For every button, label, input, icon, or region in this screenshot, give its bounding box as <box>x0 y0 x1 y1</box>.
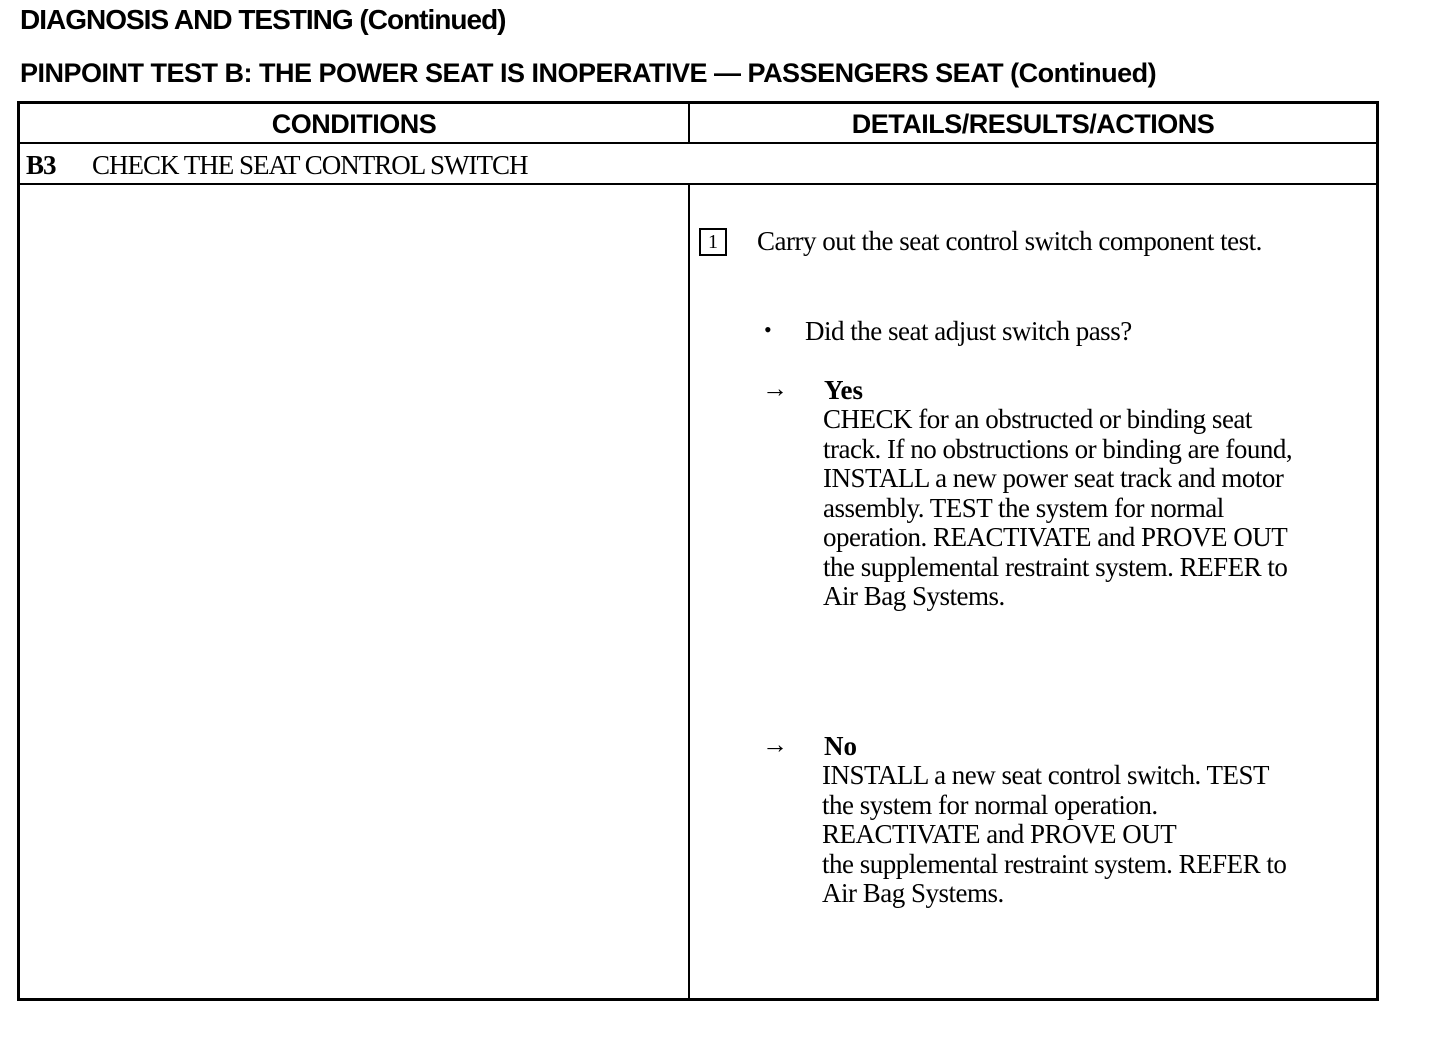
arrow-right-icon: → <box>762 730 788 759</box>
result-yes-label: Yes <box>824 375 863 405</box>
substep-question: Did the seat adjust switch pass? <box>805 316 1132 346</box>
page-heading: DIAGNOSIS AND TESTING (Continued) <box>20 4 506 35</box>
step-divider <box>20 183 1376 185</box>
substep-instruction: Carry out the seat control switch component test. <box>757 226 1262 256</box>
step-id: B3 <box>26 150 56 180</box>
result-yes-action: CHECK for an obstructed or binding seat track. If no obstructions or binding are found, INSTALL a new power seat track and motor assembly. TEST the system for normal operation. REACTIVATE and PROVE OUT the supplemental restraint system. REFER to Air Bag Systems. <box>823 404 1293 611</box>
body-column-divider <box>688 183 690 998</box>
result-no-label: No <box>824 731 857 761</box>
header-column-divider <box>688 104 690 142</box>
result-no-action: INSTALL a new seat control switch. TEST the system for normal operation. REACTIVATE and PROVE OUT the supplemental restraint system. REFER to Air Bag Systems. <box>822 760 1287 908</box>
pinpoint-test-title: PINPOINT TEST B: THE POWER SEAT IS INOPERATIVE — PASSENGERS SEAT (Continued) <box>20 58 1157 88</box>
conditions-column-header: CONDITIONS <box>271 109 437 139</box>
header-divider <box>20 142 1376 144</box>
step-row <box>26 150 528 181</box>
step-title: CHECK THE SEAT CONTROL SWITCH <box>92 150 528 180</box>
substep-number-box: 1 <box>699 228 727 256</box>
details-column-header: DETAILS/RESULTS/ACTIONS <box>851 109 1215 139</box>
arrow-right-icon: → <box>762 374 788 403</box>
bullet-icon: • <box>764 317 772 342</box>
